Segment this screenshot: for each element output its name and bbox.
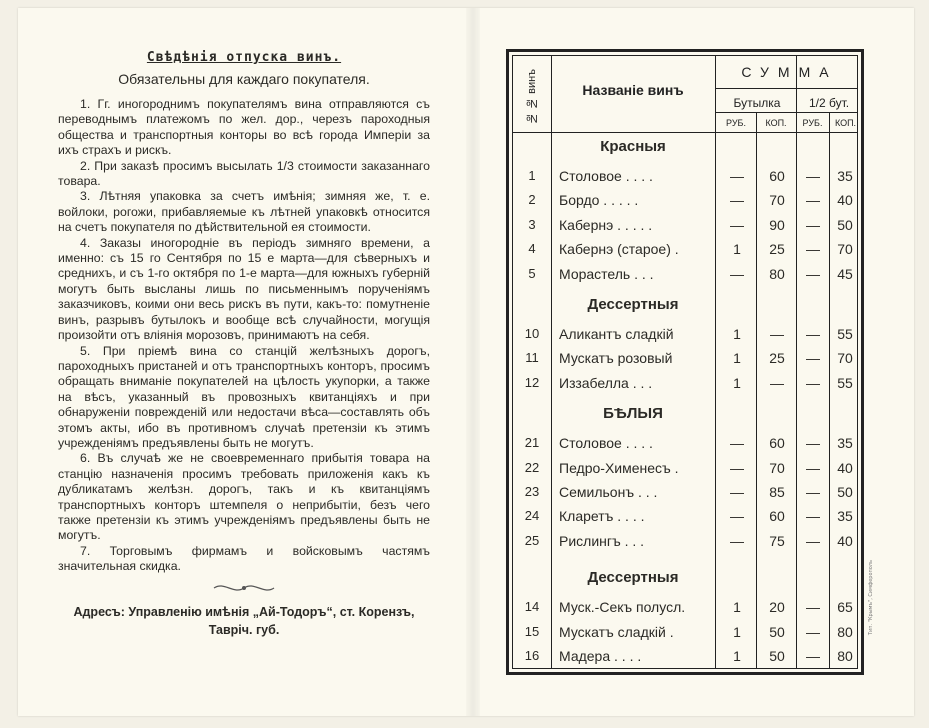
page-fold [466,8,480,716]
bottle-kop: 50 [769,623,785,640]
table-row [513,239,861,261]
bottle-kop: 50 [769,648,785,664]
bottle-kop: 70 [769,459,785,476]
summa-divider [715,88,857,89]
wine-number: 11 [525,350,539,366]
half-rub: — [806,241,820,258]
table-row [513,166,861,188]
half-rub: — [806,168,820,184]
wine-name: Столовое . . . . [559,435,653,452]
bottle-rub: — [730,192,744,209]
bottle-rub: — [730,484,744,500]
wine-name: Рислингъ . . . [559,532,645,549]
half-kop: 70 [837,241,853,258]
bottle-rub: — [730,168,744,184]
table-row [513,506,861,528]
wine-number: 22 [524,459,540,475]
page-heading: Свѣдѣнія отпуска винъ. [146,50,342,65]
table-row [513,458,861,480]
wine-number: 21 [524,435,540,451]
section-title: Дессертныя [587,569,679,587]
left-page [58,50,430,639]
bottle-rub: 1 [733,350,741,367]
table-row [513,348,861,370]
wine-name: Семильонъ . . . [559,484,658,500]
bottle-kop: 60 [769,508,785,525]
bottle-kop: 85 [769,484,785,500]
half-kop: 50 [837,216,853,233]
bottle-kop: 75 [769,532,785,549]
conditions-list [58,97,430,575]
bottle-kop: 60 [769,435,785,452]
half-kop: 65 [837,599,853,616]
half-kop: 45 [837,265,853,282]
table-row [513,215,861,237]
address-line-2: Тавріч. губ. [208,622,280,637]
bottle-kop: 20 [769,599,785,616]
wine-name: Мускатъ сладкій . [559,623,674,640]
table-row [513,531,861,553]
wine-name: Аликантъ сладкій [559,326,674,342]
table-row [513,264,861,286]
half-kop: 35 [837,435,853,452]
bottle-rub: 1 [733,241,741,258]
bottle-rub: — [730,265,744,282]
wine-number: 5 [528,265,536,281]
wine-name: Иззабелла . . . [559,374,653,391]
half-kop: 70 [837,350,853,367]
bottle-rub: — [730,435,744,452]
condition-paragraph: 7. Торговымъ фирмамъ и войсковымъ частямъ значительная скидка. [58,543,430,574]
address-line-1: Адресъ: Управленію имѣнія „Ай-Тодоръ“, ст. Корензъ, [73,604,415,619]
half-rub: — [806,532,820,549]
wine-name: Педро-Хименесъ . [559,459,679,476]
wine-name: Мадера . . . . [559,648,642,664]
section-title: Дессертныя [587,296,679,313]
half-bottle-header: 1/2 бут. [808,96,850,110]
header-divider [513,132,857,133]
kop-header: КОП. [765,118,787,128]
wine-number: 24 [524,508,540,524]
half-rub: — [806,599,820,616]
number-column-header: № № винъ [526,68,538,124]
bottle-kop: — [770,326,784,342]
bottle-rub: 1 [733,326,741,342]
bottle-kop: 25 [769,350,785,367]
name-column-header: Названіе винъ [582,82,684,98]
half-rub: — [806,484,820,500]
half-kop: 50 [837,484,853,500]
table-row [513,373,861,395]
half-rub: — [806,508,820,525]
wine-name: Муск.-Секъ полусл. [559,599,686,616]
bottle-rub: — [730,532,744,549]
bottle-rub: — [730,216,744,233]
ornament-icon [209,581,279,595]
wine-number: 1 [528,168,536,183]
wine-number: 14 [524,599,540,615]
half-kop: 40 [837,192,853,209]
bottle-kop: 90 [769,216,785,233]
half-kop: 35 [837,168,853,184]
wine-number: 3 [528,216,536,232]
rub-header: РУБ. [802,118,823,128]
wine-name: Столовое . . . . [559,168,653,184]
condition-paragraph: 4. Заказы иногородніе въ періодъ зимняго времени, а именно: съ 15 го Сентября по 15 е марта—для сѣверныхъ и среднихъ, и съ 1-го октября по 1-е марта—для южныхъ губерній могутъ быть высланы лишь по письменнымъ порученіямъ заказчиковъ, коими они весь рискъ въ пути, какъ-то: помутненіе винъ, разрывъ бутылокъ и вообще всѣ случайности, могущія произойти отъ вліянія морозовъ, принимаютъ на себя. [58,235,430,343]
wine-price-table [506,49,864,675]
bottle-rub: 1 [733,623,741,640]
wine-number: 15 [524,623,540,639]
wine-name: Бордо . . . . . [559,192,639,209]
table-inner [512,55,858,669]
table-row [513,190,861,212]
condition-paragraph: 5. При пріемѣ вина со станцій желѣзныхъ дорогъ, пароходныхъ пристаней и отъ транспортныхъ конторъ, просимъ обращать вниманіе покупателей на цѣлость укупорки, а также на вѣсъ, указанный въ провозныхъ квитанціяхъ и при обнаруженіи поврежденій или недостачи вѣса—составлять объ этомъ акты, ибо въ противномъ случаѣ претензіи къ этимъ учрежденіямъ предъявлены быть не могутъ. [58,343,430,450]
bottle-rub: — [730,459,744,476]
bottle-rub: 1 [733,374,741,391]
unit-divider [715,112,857,113]
wine-number: 10 [524,326,540,341]
half-kop: 80 [837,648,853,664]
half-rub: — [806,623,820,640]
table-row [513,597,861,619]
wine-name: Мускатъ розовый [559,350,673,367]
half-rub: — [806,374,820,391]
condition-paragraph: 2. При заказѣ просимъ высылать 1/3 стоимости заказаннаго товара. [58,158,430,189]
section-title: БѢЛЫЯ [603,405,663,423]
half-rub: — [806,216,820,233]
wine-number: 4 [528,241,536,257]
table-row [513,482,861,504]
wine-name: Морастель . . . [559,265,654,282]
rub-header: РУБ. [726,118,746,128]
half-kop: 55 [837,374,853,391]
half-rub: — [806,435,820,452]
printer-mark: Тип. "Крымъ", Симферополь [868,560,874,636]
table-row [513,433,861,455]
bottle-kop: 70 [769,192,785,209]
half-rub: — [806,648,820,664]
bottle-kop: 80 [769,265,785,282]
summa-header: СУММА [741,64,838,80]
wine-number: 23 [524,484,540,499]
half-kop: 80 [837,623,853,640]
table-row [513,324,861,346]
bottle-rub: 1 [733,599,741,616]
table-row [513,646,861,668]
wine-name: Кабернэ . . . . . [559,216,653,233]
half-kop: 40 [837,459,853,476]
half-rub: — [806,326,820,342]
wine-name: Кабернэ (старое) . [559,241,679,258]
half-kop: 55 [837,326,853,342]
wine-number: 2 [528,192,536,208]
half-rub: — [806,265,820,282]
half-rub: — [806,350,820,367]
section-title: Красныя [600,138,666,155]
bottle-kop: — [770,374,784,391]
bottle-header: Бутылка [733,96,781,110]
half-rub: — [806,192,820,209]
page-subheading: Обязательны для каждаго покупателя. [118,71,370,87]
wine-number: 25 [524,532,540,548]
condition-paragraph: 6. Въ случаѣ же не своевременнаго прибытія товара на станцію назначенія просимъ требовать приложенія какъ къ дубликатамъ желѣзн. дорогъ, такъ и къ квитанціямъ транспортныхъ конторъ штемпеля о неприбытіи, безъ чего также претензіи къ этимъ учрежденіямъ предъявлены быть не могутъ. [58,451,430,543]
bottle-rub: — [730,508,744,525]
ornament-divider [58,581,430,599]
condition-paragraph: 3. Лѣтняя упаковка за счетъ имѣнія; зимняя же, т. е. войлоки, рогожи, прибавляемые къ лѣтней упаковкѣ относится на счетъ покупателя по дѣйствительной ея стоимости. [58,189,430,235]
half-kop: 40 [837,532,853,549]
table-row [513,622,861,644]
wine-name: Кларетъ . . . . [559,508,645,525]
bottle-rub: 1 [733,648,741,664]
wine-number: 12 [524,374,540,390]
half-kop: 35 [837,508,853,525]
kop-header: КОП. [834,118,857,128]
wine-number: 16 [524,648,540,663]
bottle-kop: 60 [769,168,785,184]
half-rub: — [806,459,820,476]
bottle-kop: 25 [769,241,785,258]
condition-paragraph: 1. Гг. иногороднимъ покупателямъ вина отправляются съ переводнымъ платежомъ по жел. дор., черезъ пароходныя общества и транспортныя конторы во всѣ города Имперіи за ихъ страхъ и рискъ. [58,97,430,158]
